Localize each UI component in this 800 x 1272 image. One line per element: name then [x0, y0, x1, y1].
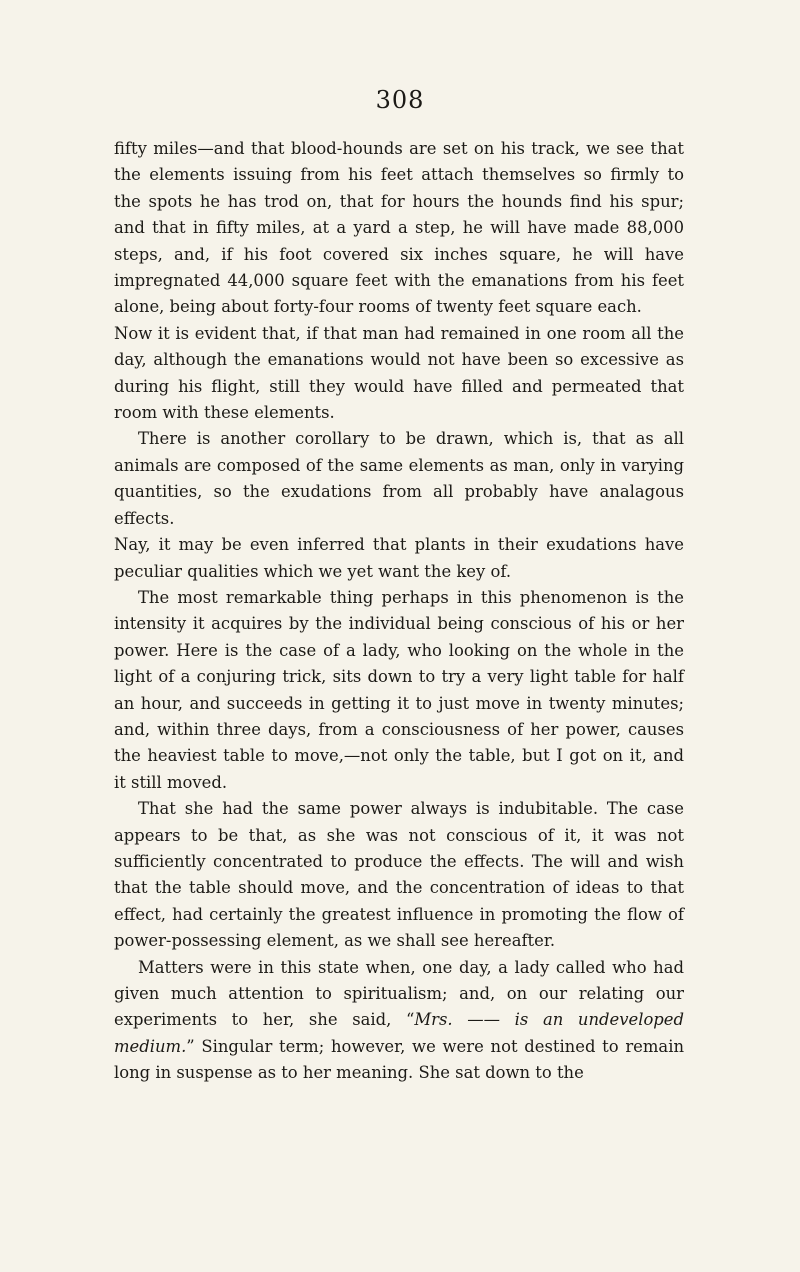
paragraph-7-tail: ” Singular term; however, we were not destined to remain long in suspense as to her meaning. She sat down to the [114, 1036, 684, 1083]
paragraph-3: There is another corollary to be drawn, which is, that as all animals are composed of the same elements as man, only in varying quantities, so the exudations from all probably have analagous effects. [114, 429, 684, 528]
paragraph-1: fifty miles—and that blood-hounds are set on his track, we see that the elements issuing from his feet attach themselves so firmly to the spots he has trod on, that for hours the hounds find his spur; and that in fifty miles, at a yard a step, he will have made 88,000 steps, and, if his foot covered six inches square, he will have impregnated 44,000 square feet with the emanations from his feet alone, being about forty-four rooms of twenty feet square each. [114, 139, 684, 317]
body-text [114, 136, 684, 1087]
page-number: 308 [375, 86, 425, 114]
paragraph-5: The most remarkable thing perhaps in this phenomenon is the intensity it acquires by the individual being conscious of his or her power. Here is the case of a lady, who looking on the whole in the light of a conjuring trick, sits down to try a very light table for half an hour, and succeeds in getting it to just move in twenty minutes; and, within three days, from a consciousness of her power, causes the heaviest table to move,—not only the table, but I got on it, and it still moved. [114, 587, 684, 792]
paragraph-7-lead: Matters were in this state when, one day, a lady called who had given much attention to spiritualism; and, on our relating our experiments to her, she said, “ [114, 957, 684, 1030]
paragraph-7-quote: Mrs. —— is an undeveloped medium. [114, 1010, 684, 1056]
paragraph-6: That she had the same power always is indubitable. The case appears to be that, as she was not conscious of it, it was not sufficiently concentrated to produce the effects. The will and wish that the table should move, and the concentration of ideas to that effect, had certainly the greatest influence in promoting the flow of power-possessing element, as we shall see hereafter. [114, 799, 684, 951]
paragraph-2: Now it is evident that, if that man had remained in one room all the day, although the emanations would not have been so excessive as during his flight, still they would have filled and permeated that room with these elements. [114, 323, 684, 423]
paragraph-7 [114, 955, 684, 1087]
paragraph-4: Nay, it may be even inferred that plants in their exudations have peculiar qualities which we yet want the key of. [114, 535, 684, 581]
